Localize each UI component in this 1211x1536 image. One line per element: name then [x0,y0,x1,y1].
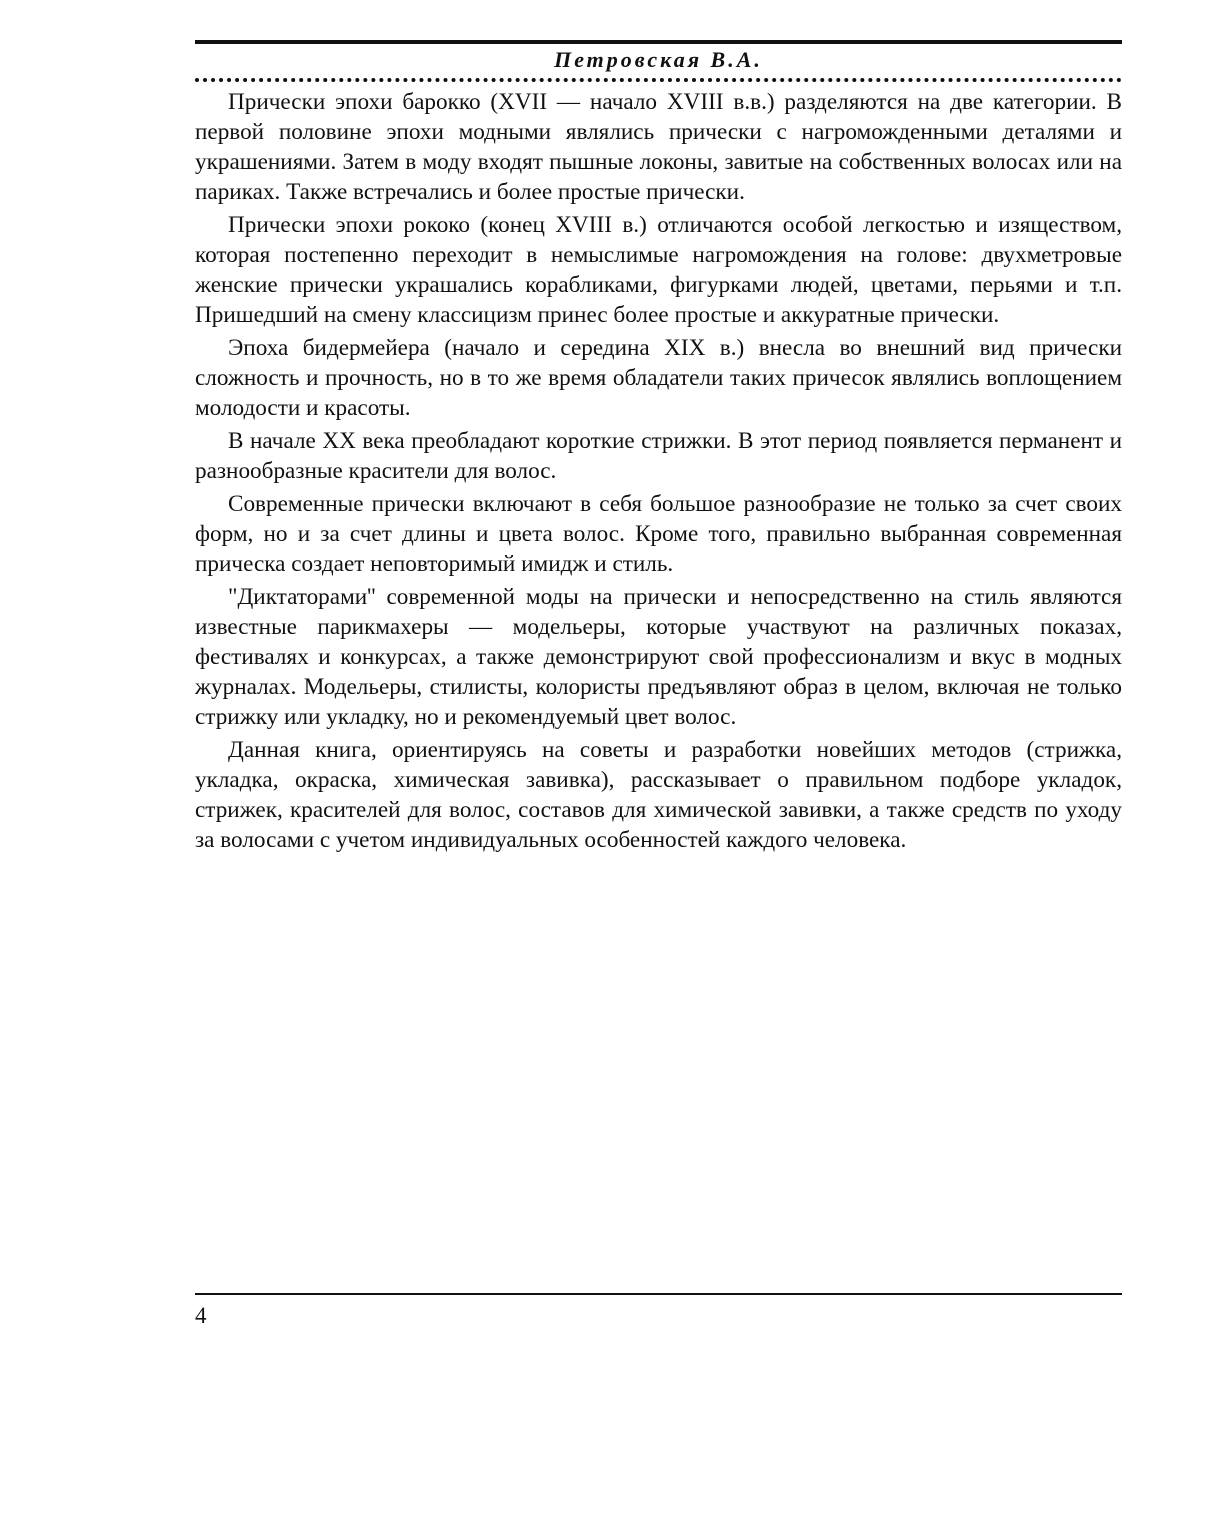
paragraph-modern-hairstyles: Современные прически включают в себя большое разнообразие не только за счет своих форм, но и за счет длины и цвета волос. Кроме того, правильно выбранная современная прическа создает неповторимый имидж и стиль. [195,491,1122,577]
paragraph-fashion-dictators: "Диктаторами'' современной моды на прически и непосредственно на стиль являются известные парикмахеры — модельеры, которые участвуют на различных показах, фестивалях и конкурсах, а также демонстрируют свой профессионализм и вкус в модных журналах. Модельеры, стилисты, колористы предъявляют образ в целом, включая не только стрижку или укладку, но и рекомендуемый цвет волос. [195,584,1122,730]
paragraph-book-intro: Данная книга, ориентируясь на советы и разработки новейших методов (стрижка, укладка, окраска, химическая завивка), рассказывает о правильном подборе укладок, стрижек, красителей для волос, составов для химической завивки, а также средств по уходу за волосами с учетом индивидуальных особенностей каждого человека. [195,737,1122,853]
footer-rule [195,1293,1122,1295]
paragraph-baroque: Прически эпохи барокко (XVII — начало XVIII в.в.) разделяются на две категории. В первой половине эпохи модными являлись прически с нагроможденными деталями и украшениями. Затем в моду входят пышные локоны, завитые на собственных волосах или на париках. Также встречались и более простые прически. [195,89,1122,205]
header-top-rule [195,40,1122,44]
page-number: 4 [195,1303,207,1328]
header-dotted-rule [195,78,1122,82]
paragraph-biedermeier: Эпоха бидермейера (начало и середина XIX в.) внесла во внешний вид прически сложность и прочность, но в то же время обладатели таких причесок являлись воплощением молодости и красоты. [195,335,1122,421]
paragraph-rococo: Прически эпохи рококо (конец XVIII в.) отличаются особой легкостью и изяществом, которая постепенно переходит в немыслимые нагромождения на голове: двухметровые женские прически украшались корабликами, фигурками людей, цветами, перьями и т.п. Пришедший на смену классицизм принес более простые и аккуратные прически. [195,212,1122,328]
book-page [195,0,1122,1536]
paragraph-20th-century: В начале XX века преобладают короткие стрижки. В этот период появляется перманент и разнообразные красители для волос. [195,428,1122,484]
running-title: Петровская В.А. [554,47,763,72]
body-text [195,87,1122,858]
